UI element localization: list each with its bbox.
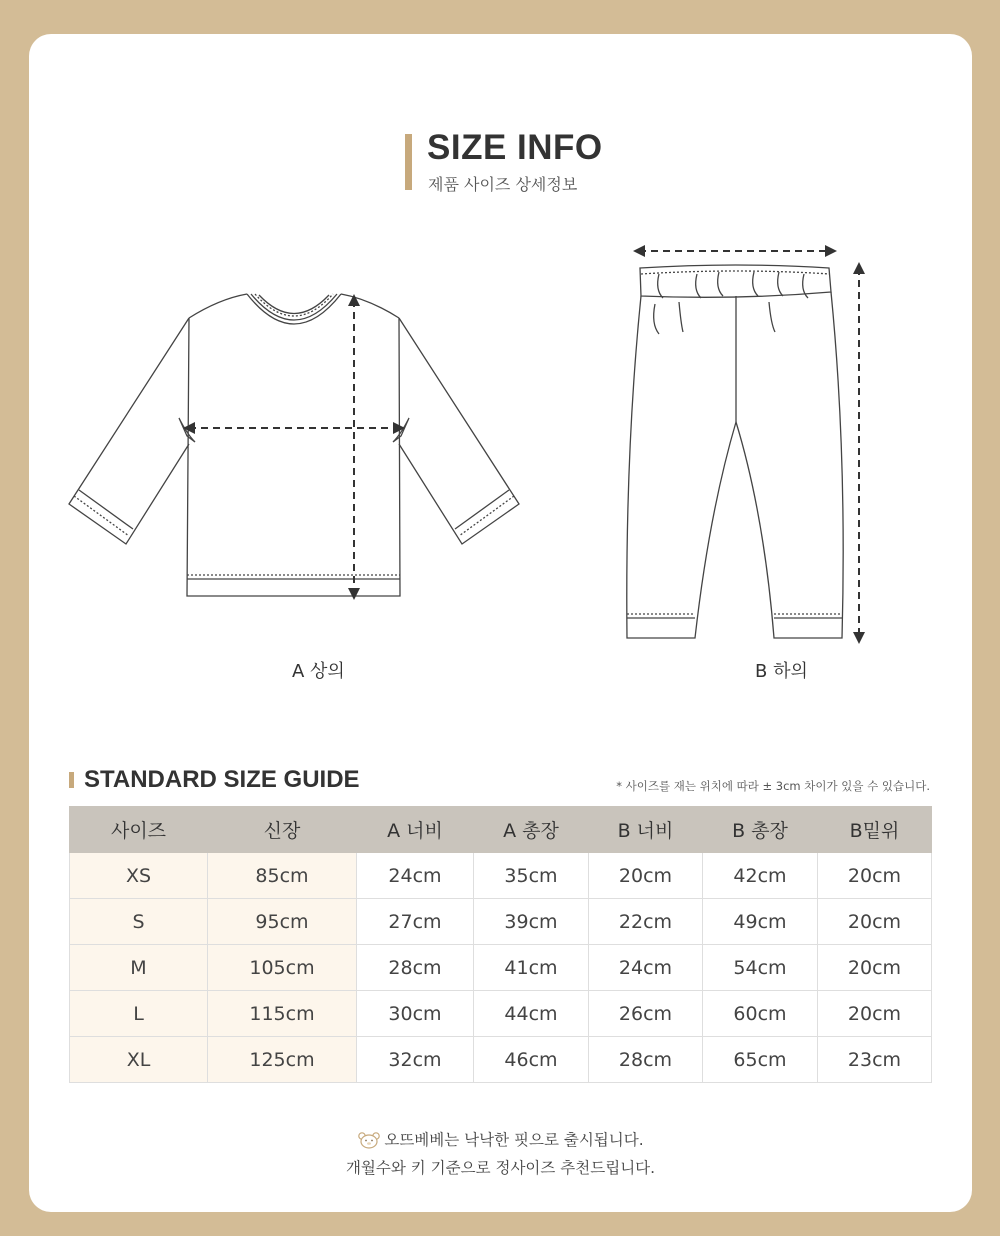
table-cell: 20cm [818, 991, 932, 1037]
table-cell: 125cm [208, 1037, 357, 1083]
column-header: 신장 [208, 807, 357, 853]
table-cell: M [70, 945, 208, 991]
table-cell: 41cm [474, 945, 589, 991]
bottom-caption: B 하의 [755, 661, 808, 682]
table-cell: 20cm [818, 945, 932, 991]
table-cell: L [70, 991, 208, 1037]
shirt-illustration [69, 294, 519, 596]
table-cell: 44cm [474, 991, 589, 1037]
column-header: B 너비 [589, 807, 703, 853]
table-cell: 22cm [589, 899, 703, 945]
table-cell: S [70, 899, 208, 945]
page-title: SIZE INFO [427, 128, 603, 167]
table-row [70, 899, 932, 945]
table-cell: 27cm [357, 899, 474, 945]
table-row [70, 945, 932, 991]
table-cell: 28cm [589, 1037, 703, 1083]
guide-accent-bar [69, 772, 74, 788]
table-cell: 20cm [818, 899, 932, 945]
table-cell: 39cm [474, 899, 589, 945]
table-cell: XS [70, 853, 208, 899]
table-cell: 54cm [703, 945, 818, 991]
table-cell: 24cm [589, 945, 703, 991]
column-header: A 총장 [474, 807, 589, 853]
table-cell: 42cm [703, 853, 818, 899]
table-cell: 85cm [208, 853, 357, 899]
fit-notice [29, 1128, 972, 1180]
fit-notice-line2: 개월수와 키 기준으로 정사이즈 추천드립니다. [345, 1159, 656, 1177]
size-guide-title: STANDARD SIZE GUIDE [84, 766, 360, 793]
table-cell: 105cm [208, 945, 357, 991]
fit-notice-line1: 오뜨베베는 낙낙한 핏으로 출시됩니다. [384, 1131, 644, 1149]
table-cell: 60cm [703, 991, 818, 1037]
table-cell: 49cm [703, 899, 818, 945]
table-cell: 30cm [357, 991, 474, 1037]
table-row [70, 991, 932, 1037]
size-table [69, 806, 932, 1083]
table-cell: 20cm [818, 853, 932, 899]
table-cell: 24cm [357, 853, 474, 899]
table-cell: 20cm [589, 853, 703, 899]
content-card [29, 34, 972, 1212]
table-row [70, 1037, 932, 1083]
column-header: A 너비 [357, 807, 474, 853]
measurement-note: * 사이즈를 재는 위치에 따라 ± 3cm 차이가 있을 수 있습니다. [616, 779, 930, 793]
table-cell: 23cm [818, 1037, 932, 1083]
column-header: B 총장 [703, 807, 818, 853]
table-cell: XL [70, 1037, 208, 1083]
garment-illustrations [29, 34, 972, 674]
table-cell: 28cm [357, 945, 474, 991]
pants-illustration [627, 265, 843, 638]
table-header-row [70, 807, 932, 853]
table-row [70, 853, 932, 899]
column-header: B밑위 [818, 807, 932, 853]
column-header: 사이즈 [70, 807, 208, 853]
table-cell: 115cm [208, 991, 357, 1037]
table-cell: 46cm [474, 1037, 589, 1083]
table-cell: 95cm [208, 899, 357, 945]
table-cell: 32cm [357, 1037, 474, 1083]
table-cell: 65cm [703, 1037, 818, 1083]
bear-icon [357, 1131, 381, 1149]
page-subtitle: 제품 사이즈 상세정보 [428, 175, 578, 194]
top-caption: A 상의 [292, 661, 345, 682]
table-cell: 35cm [474, 853, 589, 899]
table-cell: 26cm [589, 991, 703, 1037]
